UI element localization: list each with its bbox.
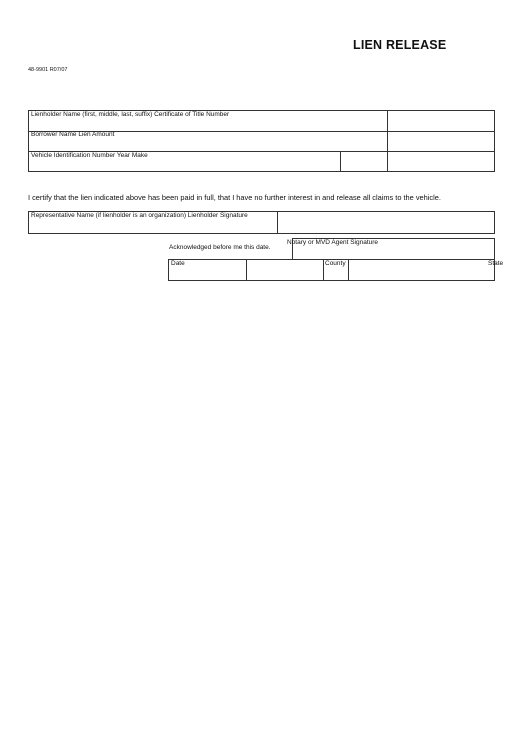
vin-field[interactable] [30, 160, 339, 171]
vehicle-id-label: Vehicle Identification Number Year Make [31, 152, 148, 159]
form-number: 48-9901 R07/07 [28, 67, 68, 73]
notary-signature-box [287, 238, 495, 259]
lien-amount-field[interactable] [388, 132, 494, 151]
notary-details-table [168, 259, 504, 281]
make-field[interactable] [388, 152, 494, 171]
lienholder-name-label: Lienholder Name (first, middle, last, suffix) Certificate of Title Number [31, 111, 230, 118]
borrower-name-label: Borrower Name Lien Amount [31, 131, 115, 138]
column-divider [348, 260, 349, 280]
state-label: State [488, 260, 504, 267]
representative-name-field[interactable] [30, 221, 276, 233]
county-label: County [325, 260, 346, 267]
year-field[interactable] [341, 152, 386, 171]
column-divider [323, 260, 324, 280]
column-divider [277, 212, 278, 233]
notary-signature-field[interactable] [294, 248, 494, 259]
lienholder-name-field[interactable] [30, 119, 386, 131]
certification-statement: I certify that the lien indicated above has been paid in full, that I have no further interest in and release all claims to the vehicle. [28, 193, 441, 202]
lien-info-table [28, 110, 495, 172]
notary-signature-label: Notary or MVD Agent Signature [287, 239, 379, 246]
date-label: Date [171, 260, 185, 267]
representative-table [28, 211, 495, 234]
representative-name-label: Representative Name (if lienholder is an organization) Lienholder Signature [31, 212, 248, 219]
date-extra-field[interactable] [247, 261, 322, 280]
date-field[interactable] [170, 269, 245, 280]
county-field[interactable] [350, 261, 486, 280]
lienholder-signature-field[interactable] [279, 213, 494, 233]
acknowledged-text: Acknowledged before me this date. [169, 244, 271, 251]
title-number-field[interactable] [388, 112, 494, 131]
form-title: LIEN RELEASE [353, 38, 447, 52]
borrower-name-field[interactable] [30, 140, 386, 151]
